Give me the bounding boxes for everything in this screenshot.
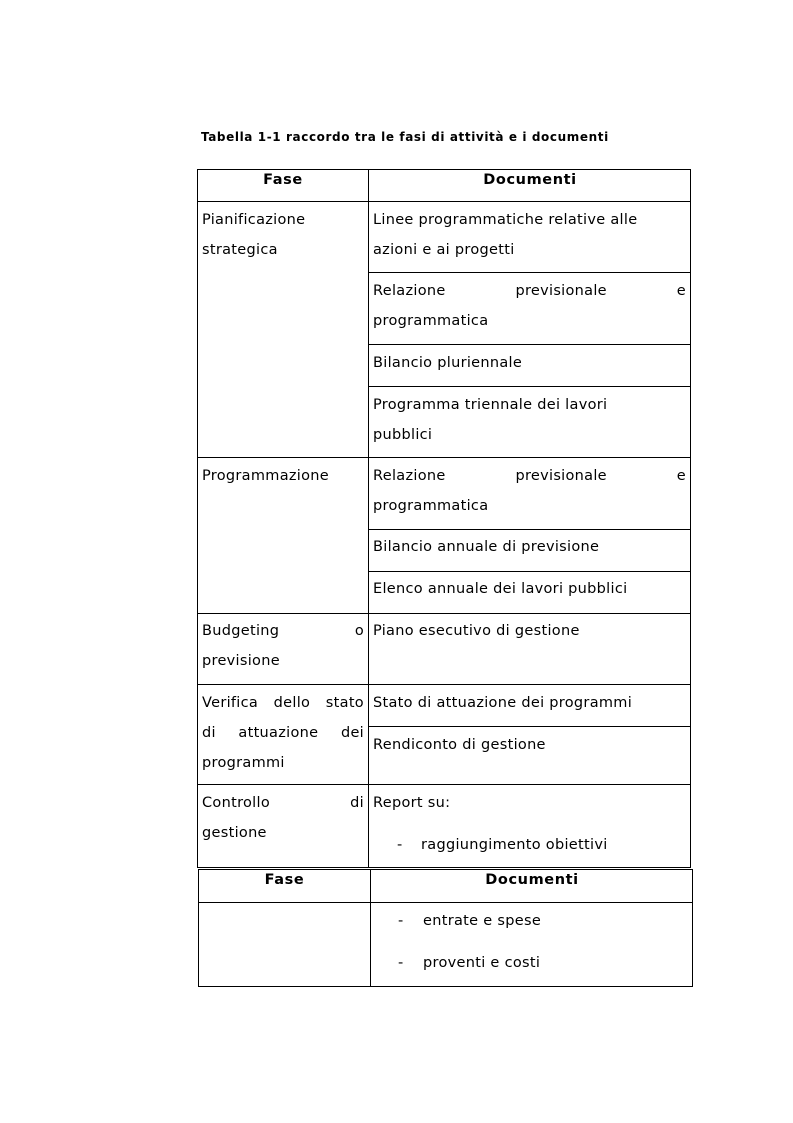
- documento-cell: Bilancio pluriennale: [373, 355, 523, 371]
- subrow-divider: [368, 386, 691, 387]
- documento-cell: Stato di attuazione dei programmi: [373, 695, 633, 711]
- list-item: entrate e spese: [423, 913, 542, 929]
- documento-cell: Elenco annuale dei lavori pubblici: [373, 581, 628, 597]
- fase-cell: Budgeting o previsione: [202, 623, 364, 669]
- documento-cell: Report su:: [373, 795, 451, 811]
- documento-cell: Relazione previsionale e programmatica: [373, 468, 686, 514]
- list-item: raggiungimento obiettivi: [421, 837, 608, 853]
- header-documenti: Documenti: [483, 172, 577, 188]
- subrow-divider: [368, 571, 691, 572]
- documento-cell: Piano esecutivo di gestione: [373, 623, 580, 639]
- row-divider: [198, 902, 693, 903]
- subrow-divider: [368, 529, 691, 530]
- row-divider: [197, 784, 691, 785]
- row-divider: [197, 201, 691, 202]
- header-documenti: Documenti: [485, 872, 579, 888]
- table-caption: Tabella 1-1 raccordo tra le fasi di attività e i documenti: [201, 130, 609, 144]
- row-divider: [197, 613, 691, 614]
- header-fase: Fase: [263, 172, 303, 188]
- fase-cell: Controllo di gestione: [202, 795, 364, 841]
- list-bullet: -: [397, 837, 403, 853]
- column-divider: [368, 169, 369, 868]
- fase-cell: Verifica dello stato di attuazione dei programmi: [202, 695, 364, 771]
- fase-cell: Pianificazione strategica: [202, 212, 306, 258]
- subrow-divider: [368, 272, 691, 273]
- documento-cell: Programma triennale dei lavori pubblici: [373, 397, 608, 443]
- documento-cell: Relazione previsionale e programmatica: [373, 283, 686, 329]
- list-item: proventi e costi: [423, 955, 541, 971]
- header-fase: Fase: [264, 872, 305, 888]
- subrow-divider: [368, 344, 691, 345]
- subrow-divider: [368, 726, 691, 727]
- documento-cell: Rendiconto di gestione: [373, 737, 546, 753]
- fase-cell: Programmazione: [202, 468, 330, 484]
- list-bullet: -: [398, 913, 404, 929]
- documento-cell: Bilancio annuale di previsione: [373, 539, 600, 555]
- documento-cell: Linee programmatiche relative alle azioni e ai progetti: [373, 212, 638, 258]
- list-bullet: -: [398, 955, 404, 971]
- row-divider: [197, 457, 691, 458]
- row-divider: [197, 684, 691, 685]
